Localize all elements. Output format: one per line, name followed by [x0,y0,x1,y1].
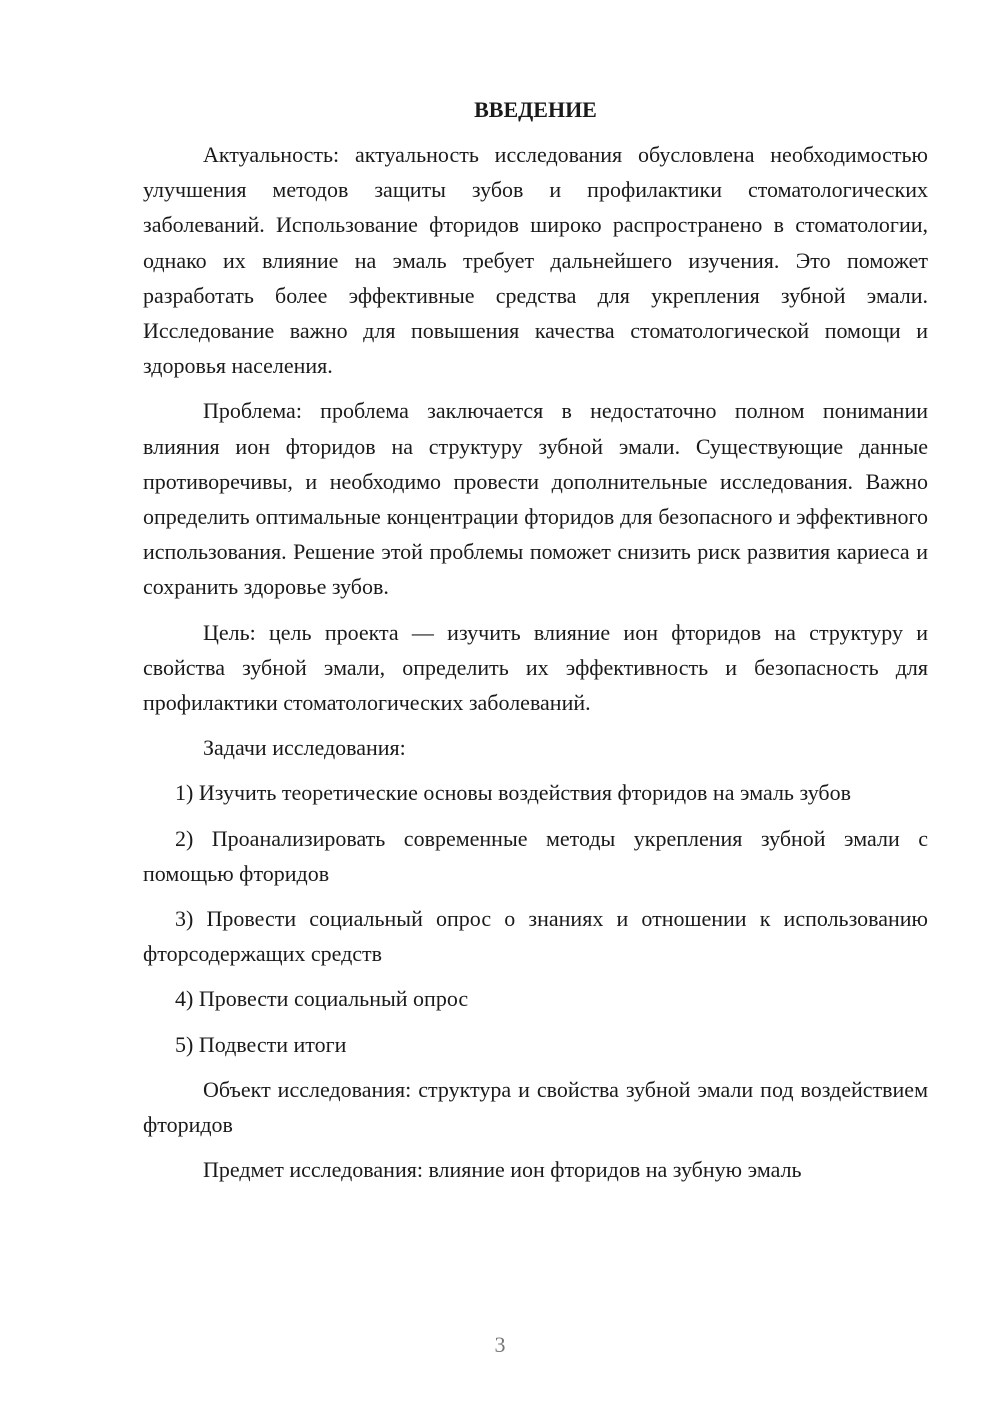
tasks-heading: Задачи исследования: [203,735,406,761]
relevance-paragraph: Актуальность: актуальность исследования обусловлена необходимостью улучшения методов защиты зубов и профилактики стоматологических заболеваний. Использование фторидов широко распространено в стоматологии, однако их влияние на эмаль требует дальнейшего изучения. Это поможет разработать более эффективные средства для укрепления зубной эмали. Исследование важно для повышения качества стоматологической помощи и здоровья населения. [143,142,928,379]
page-number: 3 [494,1332,506,1357]
task-item-2: 2) Проанализировать современные методы укрепления зубной эмали с помощью фторидов [143,825,928,886]
task-item-5: 5) Подвести итоги [175,1031,347,1057]
task-item-1: 1) Изучить теоретические основы воздействия фторидов на эмаль зубов [175,780,851,806]
research-subject-paragraph: Предмет исследования: влияние ион фторидов на зубную эмаль [203,1157,802,1183]
problem-paragraph: Проблема: проблема заключается в недостаточно полном понимании влияния ион фторидов на структуру зубной эмали. Существующие данные противоречивы, и необходимо провести дополнительные исследования. Важно определить оптимальные концентрации фторидов для безопасного и эффективного использования. Решение этой проблемы поможет снизить риск развития кариеса и сохранить здоровье зубов. [143,398,928,600]
task-item-3: 3) Провести социальный опрос о знаниях и отношении к использованию фторсодержащих средств [143,906,928,967]
task-item-4: 4) Провести социальный опрос [175,986,469,1012]
page-content [143,92,928,1197]
research-object-paragraph: Объект исследования: структура и свойства зубной эмали под воздействием фторидов [143,1076,928,1138]
page-title: ВВЕДЕНИЕ [474,97,597,122]
goal-paragraph: Цель: цель проекта — изучить влияние ион фторидов на структуру и свойства зубной эмали, определить их эффективность и безопасность для профилактики стоматологических заболеваний. [143,619,928,716]
